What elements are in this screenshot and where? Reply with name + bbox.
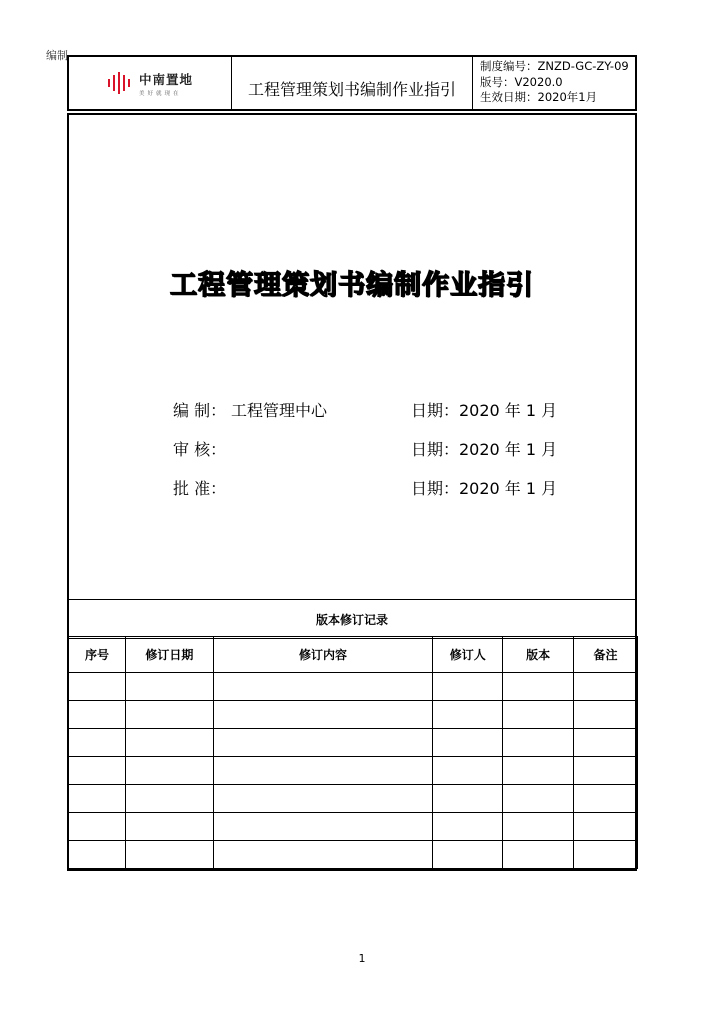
table-cell [574,841,638,869]
table-cell [125,785,213,813]
col-header-reviser: 修订人 [433,637,503,673]
table-cell [213,673,433,701]
document-header [67,55,637,111]
page-number: 1 [358,952,366,965]
table-row [69,701,638,729]
header-title: 工程管理策划书编制作业指引 [232,57,473,109]
col-header-date: 修订日期 [125,637,213,673]
signoff-label: 编 制： [173,401,227,420]
table-cell [503,813,574,841]
col-header-seq: 序号 [69,637,126,673]
effective-date: 生效日期：2020年1月 [480,90,598,104]
table-cell [433,841,503,869]
table-cell [574,813,638,841]
table-cell [433,673,503,701]
table-cell [69,841,126,869]
signoff-date: 日期：2020 年 1 月 [411,479,558,498]
table-cell [69,757,126,785]
table-row [69,785,638,813]
table-row [69,757,638,785]
table-row [69,813,638,841]
company-logo [107,70,193,97]
table-cell [433,701,503,729]
header-info [473,57,635,109]
col-header-remarks: 备注 [574,637,638,673]
table-cell [433,757,503,785]
table-cell [503,729,574,757]
table-cell [125,673,213,701]
corner-label: 编制 [46,49,68,62]
table-cell [69,673,126,701]
table-cell [125,729,213,757]
logo-bars-icon [107,72,133,94]
table-cell [433,813,503,841]
table-cell [213,729,433,757]
table-cell [69,785,126,813]
table-cell [125,841,213,869]
table-cell [503,701,574,729]
table-cell [125,813,213,841]
table-row [69,729,638,757]
table-cell [125,757,213,785]
logo-cell [69,57,232,109]
signoff-label: 审 核： [173,440,227,459]
table-cell [213,785,433,813]
table-cell [574,729,638,757]
revision-header-row [69,637,638,673]
signoff-label: 批 准： [173,479,227,498]
table-cell [574,701,638,729]
table-cell [69,813,126,841]
signoff-date: 日期：2020 年 1 月 [411,440,558,459]
document-version: 版号：V2020.0 [480,74,563,89]
table-cell [503,757,574,785]
table-cell [125,701,213,729]
logo-slogan: 美好就现在 [138,90,182,97]
table-cell [574,785,638,813]
logo-name: 中南置地 [138,71,193,87]
table-cell [503,673,574,701]
signoff-date: 日期：2020 年 1 月 [411,401,558,420]
table-cell [213,757,433,785]
table-cell [213,813,433,841]
table-cell [69,701,126,729]
revision-record-title: 版本修订记录 [69,599,635,639]
table-row [69,841,638,869]
table-row [69,673,638,701]
table-cell [69,729,126,757]
revision-rows [69,673,638,869]
table-cell [433,785,503,813]
document-frame [67,113,637,871]
document-title: 工程管理策划书编制作业指引 [170,270,534,301]
table-cell [433,729,503,757]
signoff-value: 工程管理中心 [231,401,328,420]
table-cell [503,841,574,869]
revision-table [68,636,638,869]
table-cell [503,785,574,813]
col-header-content: 修订内容 [213,637,433,673]
table-cell [213,841,433,869]
table-cell [574,673,638,701]
table-cell [574,757,638,785]
col-header-version: 版本 [503,637,574,673]
document-code: 制度编号：ZNZD-GC-ZY-09 [480,59,629,73]
table-cell [213,701,433,729]
